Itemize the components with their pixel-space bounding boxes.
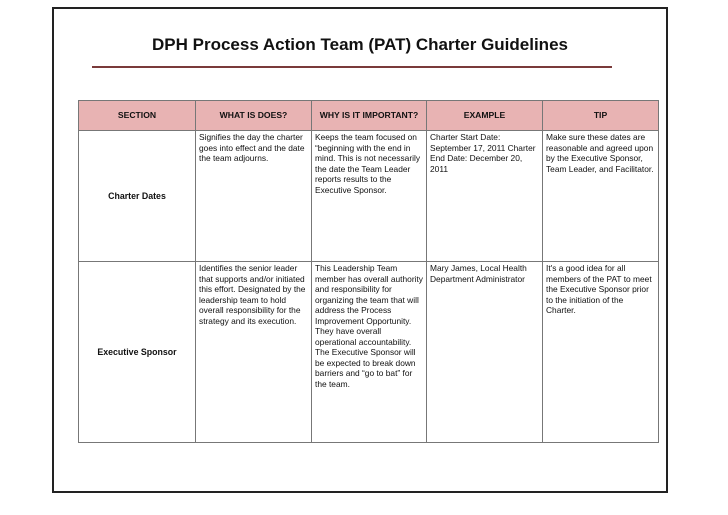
header-what: WHAT IS DOES? bbox=[196, 101, 312, 131]
title-divider bbox=[92, 66, 612, 68]
table-header-row bbox=[79, 101, 659, 131]
tip-cell: Make sure these dates are reasonable and agreed upon by the Executive Sponsor, Team Leader, and Facilitator. bbox=[543, 131, 659, 262]
what-cell: Signifies the day the charter goes into effect and the date the team adjourns. bbox=[196, 131, 312, 262]
table-row bbox=[79, 131, 659, 262]
what-cell: Identifies the senior leader that supports and/or initiated this effort. Designated by the leadership team to hold overall responsibility for the strategy and its execution. bbox=[196, 262, 312, 443]
section-cell: Charter Dates bbox=[79, 131, 196, 262]
header-example: EXAMPLE bbox=[427, 101, 543, 131]
guidelines-table bbox=[78, 100, 659, 443]
page-title: DPH Process Action Team (PAT) Charter Guidelines bbox=[152, 35, 568, 54]
example-cell: Mary James, Local Health Department Administrator bbox=[427, 262, 543, 443]
why-cell: Keeps the team focused on “beginning with the end in mind. This is not necessarily the date the Team Leader reports results to the Executive Sponsor. bbox=[312, 131, 427, 262]
header-section: SECTION bbox=[79, 101, 196, 131]
header-why: WHY IS IT IMPORTANT? bbox=[312, 101, 427, 131]
page-frame bbox=[52, 7, 668, 493]
header-tip: TIP bbox=[543, 101, 659, 131]
section-cell: Executive Sponsor bbox=[79, 262, 196, 443]
example-cell: Charter Start Date: September 17, 2011 Charter End Date: December 20, 2011 bbox=[427, 131, 543, 262]
guidelines-table-container bbox=[78, 100, 658, 443]
why-cell: This Leadership Team member has overall authority and responsibility for organizing the team that will address the Process Improvement Opportunity. They have overall operational accountability. The Executive Sponsor will be expected to break down barriers and “go to bat” for the team. bbox=[312, 262, 427, 443]
table-row bbox=[79, 262, 659, 443]
tip-cell: It's a good idea for all members of the PAT to meet the Executive Sponsor prior to the initiation of the Charter. bbox=[543, 262, 659, 443]
